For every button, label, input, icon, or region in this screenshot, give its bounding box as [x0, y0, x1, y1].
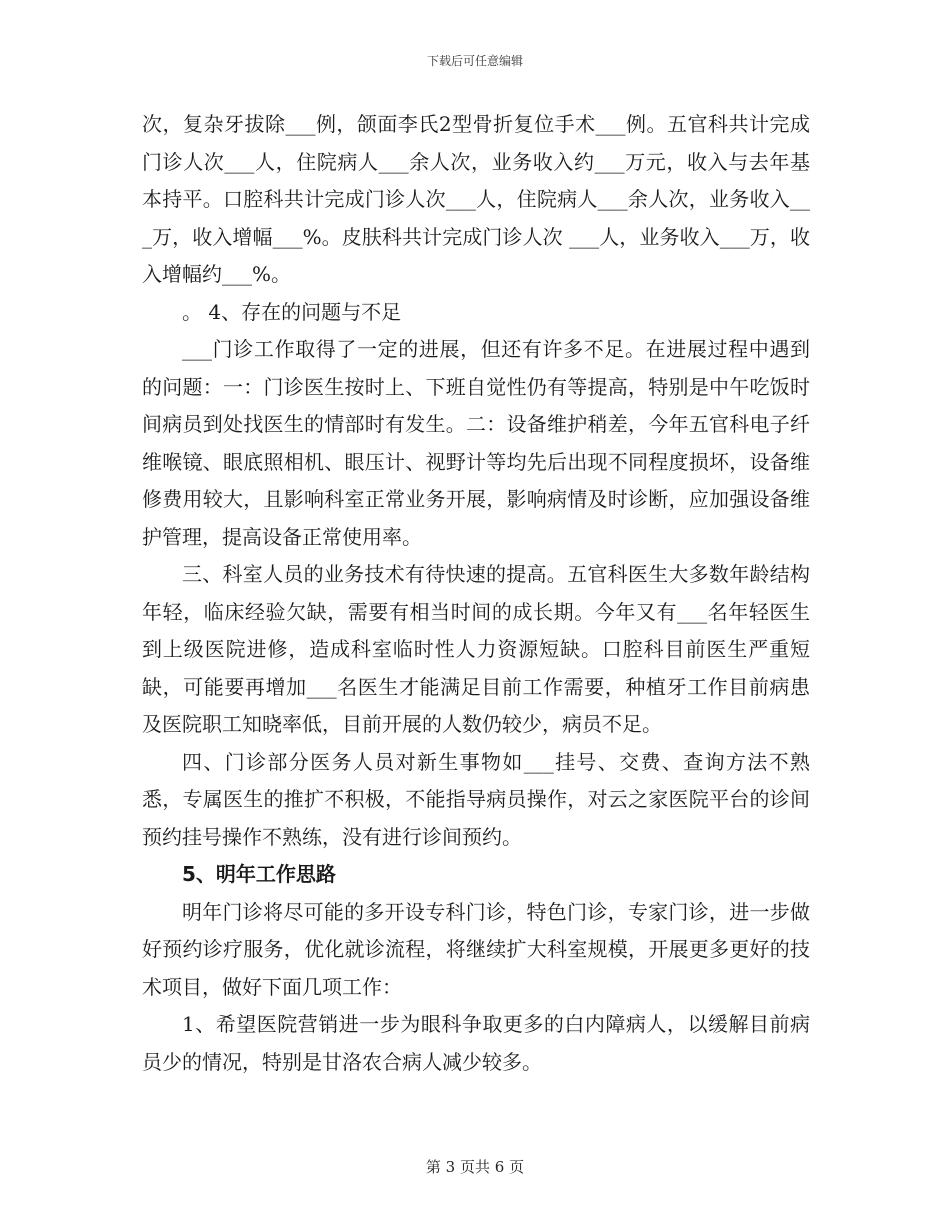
section-heading-problems: 。 4、存在的问题与不足 — [182, 299, 402, 324]
paragraph-problems: ___门诊工作取得了一定的进展，但还有许多不足。在进展过程中遇到的问题：一：门诊医生按时上、下班自觉性仍有等提高，特别是中午吃饭时间病员到处找医生的情部时有发生。二：设备维护稍差，今年五官科电子纤维喉镜、眼底照相机、眼压计、视野计等均先后出现不同程度损坏，设备维修费用较大，且影响科室正常业务开展，影响病情及时诊断，应加强设备维护管理，提高设备正常使用率。 — [142, 337, 810, 549]
paragraph-statistics: 次，复杂牙拔除___例，颌面李氏2型骨折复位手术___例。五官科共计完成门诊人次___人，住院病人___余人次，业务收入约___万元，收入与去年基本持平。口腔科共计完成门诊人次___人，住院病人___余人次，业务收入___万，收入增幅___%。皮肤科共计完成门诊人次 ___人，业务收入___万，收入增幅约___%。 — [142, 112, 810, 286]
paragraph-staff-skills: 三、科室人员的业务技术有待快速的提高。五官科医生大多数年龄结构年轻，临床经验欠缺，需要有相当时间的成长期。今年又有___名年轻医生到上级医院进修，造成科室临时性人力资源短缺。口腔科目前医生严重短缺，可能要再增加___名医生才能满足目前工作需要，种植牙工作目前病患及医院职工知晓率低，目前开展的人数仍较少，病员不足。 — [142, 562, 810, 736]
paragraph-new-things: 四、门诊部分医务人员对新生事物如___挂号、交费、查询方法不熟悉，专属医生的推扩不积极，不能指导病员操作，对云之家医院平台的诊间预约挂号操作不熟练，没有进行诊间预约。 — [142, 749, 810, 849]
paragraph-next-year-plan: 明年门诊将尽可能的多开设专科门诊，特色门诊，专家门诊，进一步做好预约诊疗服务，优化就诊流程，将继续扩大科室规模，开展更多更好的技术项目，做好下面几项工作： — [142, 899, 810, 999]
page-footer: 第 3 页共 6 页 — [425, 1158, 525, 1176]
section-heading-next-year: 5、明年工作思路 — [182, 862, 336, 886]
document-body — [142, 106, 810, 1081]
page-header: 下载后可任意编辑 — [426, 54, 523, 68]
paragraph-item-1: 1、希望医院营销进一步为眼科争取更多的白内障病人，以缓解目前病员少的情况，特别是甘洛农合病人减少较多。 — [142, 1012, 810, 1074]
